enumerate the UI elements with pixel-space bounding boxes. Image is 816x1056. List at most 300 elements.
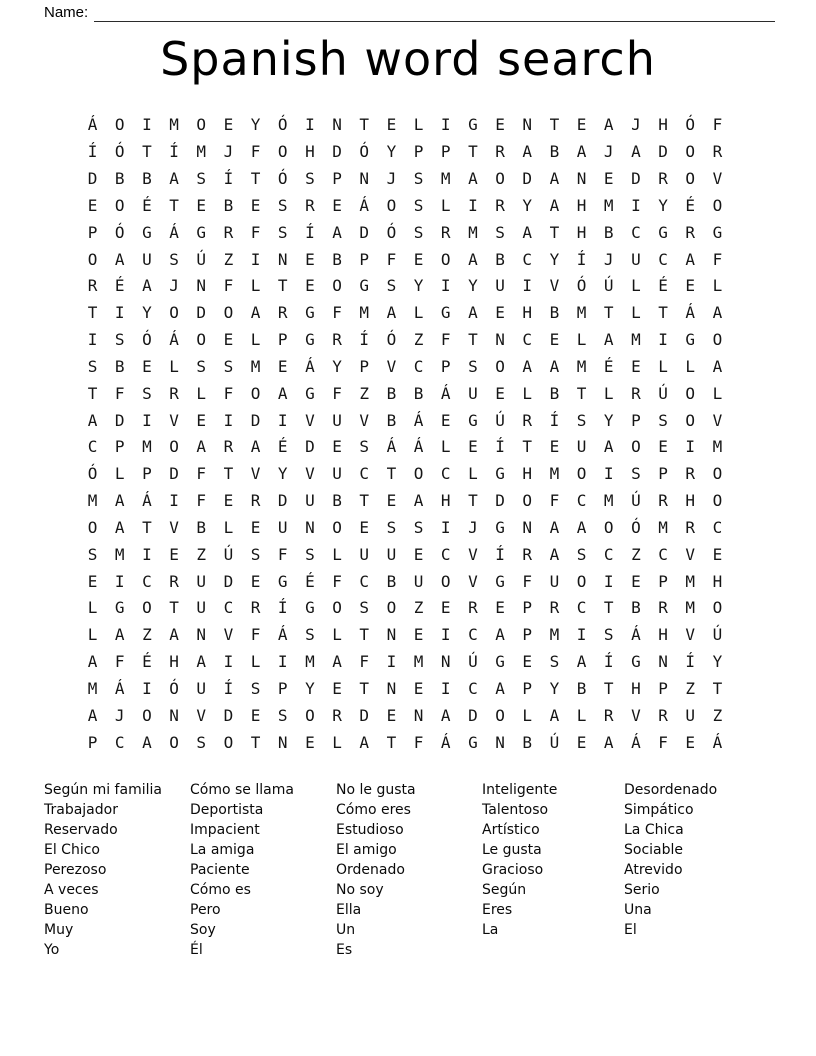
grid-letter: Á: [413, 410, 424, 430]
grid-letter: H: [712, 571, 723, 591]
grid-letter: U: [196, 571, 207, 591]
grid-letter: E: [495, 383, 505, 403]
grid-letter: I: [440, 276, 451, 296]
grid-letter: T: [142, 142, 152, 162]
word-bank-item: Serio: [624, 882, 660, 898]
grid-letter: Á: [305, 356, 315, 376]
grid-letter: N: [576, 169, 587, 189]
grid-letter: A: [386, 303, 397, 323]
word-bank-item: La amiga: [190, 842, 255, 858]
grid-letter: B: [386, 383, 397, 403]
grid-letter: C: [576, 491, 587, 511]
grid-letter: L: [712, 276, 723, 296]
grid-letter: Ó: [277, 115, 288, 135]
grid-letter: D: [359, 705, 370, 725]
grid-letter: Y: [712, 652, 723, 672]
grid-letter: V: [250, 464, 261, 484]
grid-letter: A: [250, 437, 261, 457]
grid-letter: I: [277, 410, 288, 430]
grid-letter: P: [114, 437, 125, 457]
grid-letter: J: [114, 705, 125, 725]
grid-letter: H: [305, 142, 315, 162]
grid-letter: É: [603, 356, 614, 376]
word-bank-item: El Chico: [44, 842, 100, 858]
grid-letter: E: [631, 571, 641, 591]
grid-letter: E: [359, 517, 370, 537]
grid-letter: S: [495, 222, 505, 242]
grid-letter: I: [142, 544, 152, 564]
grid-letter: U: [413, 571, 424, 591]
grid-letter: T: [386, 732, 397, 752]
word-bank-column: [190, 780, 336, 960]
grid-letter: U: [196, 598, 207, 618]
word-bank-item: Gracioso: [482, 862, 544, 878]
grid-letter: A: [549, 705, 560, 725]
grid-letter: E: [413, 544, 424, 564]
grid-letter: Y: [332, 356, 342, 376]
grid-letter: P: [522, 625, 533, 645]
grid-letter: Z: [631, 544, 641, 564]
grid-letter: Ó: [114, 222, 125, 242]
grid-letter: S: [277, 222, 288, 242]
grid-row: [79, 166, 731, 193]
grid-letter: T: [359, 491, 370, 511]
grid-letter: Z: [413, 598, 424, 618]
grid-letter: Z: [712, 705, 723, 725]
grid-letter: Á: [169, 222, 179, 242]
grid-letter: V: [685, 544, 696, 564]
grid-letter: G: [440, 303, 451, 323]
grid-letter: H: [658, 115, 668, 135]
grid-letter: D: [250, 410, 261, 430]
grid-letter: S: [603, 625, 614, 645]
grid-letter: I: [631, 195, 641, 215]
grid-letter: D: [522, 169, 533, 189]
grid-letter: D: [658, 142, 668, 162]
grid-letter: Í: [495, 544, 505, 564]
grid-letter: R: [549, 598, 560, 618]
grid-letter: I: [305, 115, 315, 135]
grid-letter: O: [440, 249, 451, 269]
grid-letter: Á: [142, 491, 152, 511]
grid-letter: V: [196, 705, 207, 725]
grid-letter: I: [576, 625, 587, 645]
grid-letter: O: [169, 732, 179, 752]
grid-letter: A: [332, 222, 342, 242]
grid-letter: H: [522, 303, 533, 323]
grid-letter: M: [413, 652, 424, 672]
grid-letter: J: [603, 249, 614, 269]
grid-letter: E: [250, 517, 261, 537]
grid-row: [79, 273, 731, 300]
grid-letter: L: [468, 464, 478, 484]
grid-letter: R: [440, 222, 451, 242]
grid-letter: M: [576, 303, 587, 323]
grid-letter: O: [332, 598, 342, 618]
grid-letter: L: [250, 276, 261, 296]
grid-letter: G: [495, 464, 505, 484]
grid-letter: M: [549, 625, 560, 645]
grid-letter: Ú: [549, 732, 560, 752]
word-bank-item: Cómo es: [190, 882, 251, 898]
grid-letter: P: [359, 249, 370, 269]
grid-letter: I: [142, 115, 152, 135]
grid-row: [79, 354, 731, 381]
grid-letter: G: [495, 517, 505, 537]
grid-letter: I: [87, 330, 98, 350]
grid-letter: Z: [685, 678, 696, 698]
grid-letter: Í: [576, 249, 587, 269]
grid-letter: S: [413, 195, 424, 215]
grid-letter: T: [522, 437, 533, 457]
grid-letter: S: [413, 517, 424, 537]
grid-letter: E: [332, 437, 342, 457]
word-bank-column: [44, 780, 190, 960]
grid-letter: S: [250, 678, 261, 698]
grid-letter: N: [413, 705, 424, 725]
grid-letter: A: [440, 705, 451, 725]
grid-letter: F: [549, 491, 560, 511]
grid-letter: E: [440, 410, 451, 430]
grid-letter: O: [332, 517, 342, 537]
grid-letter: A: [522, 356, 533, 376]
grid-letter: Ú: [712, 625, 723, 645]
word-bank-item: Sociable: [624, 842, 684, 858]
grid-letter: V: [468, 544, 478, 564]
grid-letter: L: [631, 303, 641, 323]
grid-letter: É: [277, 437, 288, 457]
grid-letter: B: [603, 222, 614, 242]
grid-letter: L: [440, 195, 451, 215]
grid-letter: T: [359, 678, 370, 698]
word-bank-item: Desordenado: [624, 782, 718, 798]
word-bank-item: A veces: [44, 882, 99, 898]
grid-letter: S: [223, 356, 234, 376]
grid-letter: O: [712, 491, 723, 511]
grid-letter: I: [522, 276, 533, 296]
grid-letter: O: [87, 249, 98, 269]
grid-letter: T: [250, 169, 261, 189]
grid-letter: E: [413, 625, 424, 645]
word-bank-item: Simpático: [624, 802, 694, 818]
grid-letter: Á: [169, 330, 179, 350]
grid-letter: Í: [305, 222, 315, 242]
grid-letter: F: [250, 142, 261, 162]
grid-row: [79, 193, 731, 220]
grid-letter: I: [114, 571, 125, 591]
grid-letter: T: [468, 491, 478, 511]
grid-letter: É: [114, 276, 125, 296]
grid-letter: L: [332, 625, 342, 645]
grid-letter: É: [142, 195, 152, 215]
grid-row: [79, 461, 731, 488]
grid-letter: E: [196, 410, 207, 430]
grid-letter: A: [549, 195, 560, 215]
grid-letter: G: [658, 222, 668, 242]
grid-letter: S: [250, 544, 261, 564]
grid-letter: Ó: [169, 678, 179, 698]
grid-letter: A: [549, 544, 560, 564]
grid-letter: C: [440, 544, 451, 564]
grid-row: [79, 488, 731, 515]
grid-letter: A: [603, 115, 614, 135]
grid-letter: Í: [223, 169, 234, 189]
grid-letter: O: [576, 464, 587, 484]
grid-row: [79, 568, 731, 595]
grid-letter: L: [87, 625, 98, 645]
grid-letter: E: [576, 115, 587, 135]
grid-letter: R: [169, 571, 179, 591]
grid-letter: B: [576, 678, 587, 698]
grid-letter: R: [522, 410, 533, 430]
name-row: [44, 4, 775, 22]
grid-letter: P: [440, 142, 451, 162]
grid-letter: Y: [142, 303, 152, 323]
grid-letter: M: [196, 142, 207, 162]
grid-letter: U: [631, 249, 641, 269]
grid-letter: C: [468, 625, 478, 645]
grid-letter: Ú: [468, 652, 478, 672]
grid-letter: H: [685, 491, 696, 511]
grid-letter: E: [196, 195, 207, 215]
grid-letter: G: [685, 330, 696, 350]
grid-letter: E: [305, 276, 315, 296]
grid-letter: V: [685, 625, 696, 645]
grid-letter: L: [250, 330, 261, 350]
grid-letter: A: [359, 732, 370, 752]
grid-letter: T: [576, 383, 587, 403]
grid-letter: C: [223, 598, 234, 618]
grid-letter: G: [305, 598, 315, 618]
grid-letter: R: [658, 598, 668, 618]
grid-letter: F: [196, 464, 207, 484]
grid-letter: O: [223, 732, 234, 752]
grid-letter: C: [712, 517, 723, 537]
grid-letter: N: [277, 249, 288, 269]
word-bank-item: Reservado: [44, 822, 118, 838]
grid-letter: B: [549, 383, 560, 403]
grid-letter: A: [549, 517, 560, 537]
grid-letter: E: [549, 330, 560, 350]
grid-letter: E: [332, 195, 342, 215]
grid-letter: E: [223, 330, 234, 350]
grid-letter: G: [114, 598, 125, 618]
grid-letter: C: [658, 249, 668, 269]
grid-letter: E: [658, 437, 668, 457]
grid-letter: P: [87, 222, 98, 242]
grid-letter: P: [359, 356, 370, 376]
grid-letter: O: [114, 195, 125, 215]
page-title: Spanish word search: [160, 32, 656, 86]
word-bank-item: Inteligente: [482, 782, 558, 798]
grid-letter: V: [712, 169, 723, 189]
grid-letter: H: [658, 625, 668, 645]
word-bank-item: Trabajador: [44, 802, 118, 818]
grid-letter: Ó: [359, 142, 370, 162]
grid-letter: V: [386, 356, 397, 376]
grid-letter: I: [440, 517, 451, 537]
grid-letter: R: [332, 705, 342, 725]
grid-letter: B: [386, 410, 397, 430]
grid-letter: E: [549, 437, 560, 457]
grid-letter: Ó: [277, 169, 288, 189]
grid-letter: A: [142, 276, 152, 296]
grid-letter: F: [332, 571, 342, 591]
grid-letter: R: [277, 303, 288, 323]
word-bank-item: Talentoso: [482, 802, 549, 818]
grid-row: [79, 541, 731, 568]
grid-letter: N: [522, 115, 533, 135]
grid-letter: H: [522, 464, 533, 484]
grid-letter: U: [359, 544, 370, 564]
grid-letter: F: [522, 571, 533, 591]
grid-letter: R: [87, 276, 98, 296]
grid-letter: O: [386, 195, 397, 215]
grid-letter: Y: [250, 115, 261, 135]
grid-letter: A: [603, 330, 614, 350]
grid-letter: M: [685, 571, 696, 591]
grid-letter: S: [549, 652, 560, 672]
grid-letter: G: [468, 115, 478, 135]
grid-letter: E: [250, 705, 261, 725]
grid-letter: T: [359, 115, 370, 135]
grid-letter: N: [332, 115, 342, 135]
grid-letter: S: [576, 544, 587, 564]
grid-letter: T: [87, 303, 98, 323]
grid-letter: T: [87, 383, 98, 403]
grid-letter: B: [332, 249, 342, 269]
grid-letter: H: [576, 222, 587, 242]
grid-letter: D: [305, 437, 315, 457]
grid-letter: A: [196, 437, 207, 457]
grid-letter: Á: [712, 732, 723, 752]
grid-letter: S: [359, 437, 370, 457]
word-bank-item: Pero: [190, 902, 221, 918]
grid-letter: O: [631, 437, 641, 457]
grid-letter: E: [522, 652, 533, 672]
grid-letter: N: [495, 732, 505, 752]
grid-letter: U: [142, 249, 152, 269]
grid-letter: I: [223, 652, 234, 672]
grid-letter: O: [169, 303, 179, 323]
grid-letter: Ó: [631, 517, 641, 537]
grid-letter: M: [305, 652, 315, 672]
grid-letter: E: [223, 491, 234, 511]
grid-letter: M: [603, 491, 614, 511]
grid-letter: A: [250, 303, 261, 323]
grid-letter: O: [685, 383, 696, 403]
grid-letter: A: [114, 517, 125, 537]
grid-letter: D: [495, 491, 505, 511]
grid-letter: Í: [495, 437, 505, 457]
grid-letter: R: [658, 491, 668, 511]
grid-letter: R: [685, 222, 696, 242]
grid-letter: R: [495, 195, 505, 215]
grid-letter: U: [685, 705, 696, 725]
grid-letter: F: [114, 652, 125, 672]
grid-letter: I: [468, 195, 478, 215]
grid-letter: F: [250, 222, 261, 242]
grid-letter: O: [142, 705, 152, 725]
grid-letter: V: [712, 410, 723, 430]
grid-letter: S: [305, 169, 315, 189]
grid-letter: O: [685, 142, 696, 162]
grid-letter: S: [87, 356, 98, 376]
word-bank-item: Impacient: [190, 822, 260, 838]
grid-letter: I: [603, 464, 614, 484]
grid-letter: B: [114, 356, 125, 376]
grid-letter: G: [468, 410, 478, 430]
grid-letter: J: [631, 115, 641, 135]
grid-letter: A: [576, 517, 587, 537]
word-bank-item: Él: [190, 942, 203, 958]
grid-letter: O: [495, 356, 505, 376]
grid-letter: A: [196, 652, 207, 672]
grid-letter: V: [223, 625, 234, 645]
grid-letter: Ú: [196, 249, 207, 269]
grid-letter: E: [576, 732, 587, 752]
grid-letter: A: [114, 491, 125, 511]
grid-letter: Y: [549, 678, 560, 698]
word-bank-item: La Chica: [624, 822, 684, 838]
grid-letter: E: [685, 276, 696, 296]
grid-letter: B: [522, 732, 533, 752]
grid-letter: G: [277, 571, 288, 591]
word-bank-item: Una: [624, 902, 652, 918]
grid-letter: E: [169, 544, 179, 564]
grid-letter: L: [413, 115, 424, 135]
grid-letter: E: [495, 598, 505, 618]
grid-letter: B: [114, 169, 125, 189]
grid-letter: R: [631, 383, 641, 403]
grid-letter: A: [495, 678, 505, 698]
grid-letter: L: [413, 303, 424, 323]
grid-letter: D: [114, 410, 125, 430]
grid-letter: E: [440, 598, 451, 618]
grid-letter: E: [386, 491, 397, 511]
grid-letter: A: [576, 652, 587, 672]
grid-letter: C: [87, 437, 98, 457]
grid-letter: S: [87, 544, 98, 564]
grid-row: [79, 515, 731, 542]
grid-letter: T: [142, 517, 152, 537]
grid-letter: V: [169, 410, 179, 430]
grid-letter: G: [359, 276, 370, 296]
grid-letter: R: [468, 598, 478, 618]
grid-letter: R: [658, 169, 668, 189]
word-bank-item: Muy: [44, 922, 74, 938]
grid-letter: N: [440, 652, 451, 672]
grid-letter: S: [142, 383, 152, 403]
grid-letter: T: [658, 303, 668, 323]
grid-letter: L: [685, 356, 696, 376]
grid-letter: T: [277, 276, 288, 296]
grid-letter: I: [685, 437, 696, 457]
grid-letter: Y: [549, 249, 560, 269]
grid-letter: A: [277, 383, 288, 403]
grid-letter: L: [576, 705, 587, 725]
grid-letter: N: [196, 625, 207, 645]
grid-letter: H: [169, 652, 179, 672]
grid-letter: T: [386, 464, 397, 484]
grid-letter: Á: [685, 303, 696, 323]
grid-letter: C: [522, 330, 533, 350]
grid-letter: O: [196, 115, 207, 135]
grid-letter: R: [305, 195, 315, 215]
grid-letter: T: [712, 678, 723, 698]
grid-letter: G: [495, 652, 505, 672]
grid-letter: L: [332, 544, 342, 564]
